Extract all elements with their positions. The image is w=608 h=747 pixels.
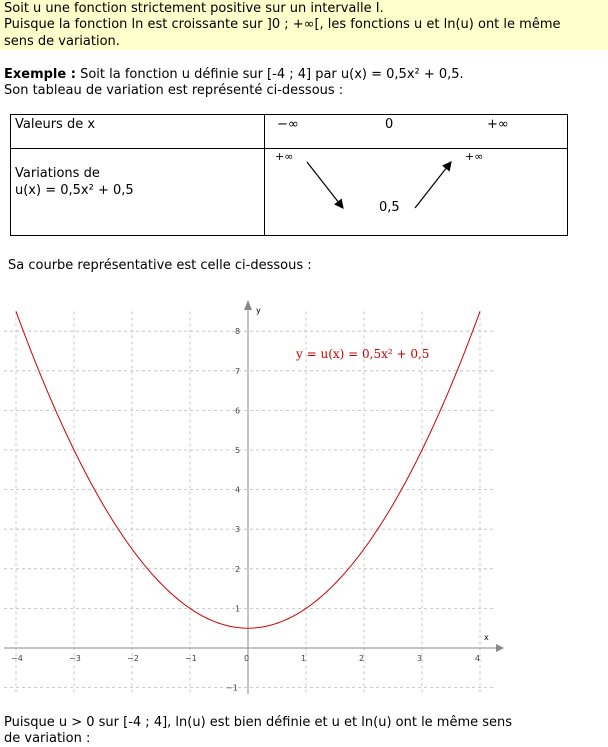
variation-label-1: Variations de xyxy=(15,166,100,181)
property-box xyxy=(0,0,608,50)
x-tick-label: −2 xyxy=(127,654,139,663)
x-tick-label: −4 xyxy=(11,654,23,663)
y-axis-arrow-icon xyxy=(244,300,252,310)
variation-min-value: 0,5 xyxy=(379,200,400,215)
box-line-2: Puisque la fonction ln est croissante sur ]0 ; +∞[, les fonctions u et ln(u) ont le même xyxy=(4,17,561,32)
x-tick-label: −1 xyxy=(185,654,197,663)
curve-caption: Sa courbe représentative est celle ci-dessous : xyxy=(8,258,312,273)
y-axis-label: y xyxy=(256,306,261,315)
example-line xyxy=(4,66,464,83)
tick-labels xyxy=(11,327,480,692)
variation-right-top: +∞ xyxy=(465,150,484,163)
function-graph xyxy=(0,292,608,702)
box-line-1: Soit u une fonction strictement positive sur un intervalle I. xyxy=(4,1,384,16)
y-tick-label: 2 xyxy=(235,564,241,574)
x-axis-label: x xyxy=(484,633,489,642)
x-tick-label: −3 xyxy=(69,654,81,663)
x-zero: 0 xyxy=(385,117,394,132)
table-variation-label-cell xyxy=(11,149,265,236)
example-text: Soit la fonction u définie sur [-4 ; 4] par u(x) = 0,5x² + 0,5. xyxy=(75,67,464,82)
table-variation-cell xyxy=(265,149,568,236)
table-x-values-cell xyxy=(265,115,568,149)
table-header-label: Valeurs de x xyxy=(15,117,96,132)
y-tick-label: 4 xyxy=(235,485,241,495)
x-axis-arrow-icon xyxy=(496,644,504,652)
y-tick-label: −1 xyxy=(226,683,238,693)
box-line-3: sens de variation. xyxy=(4,34,120,49)
x-tick-label: 2 xyxy=(359,654,365,663)
y-tick-label: 1 xyxy=(235,604,241,614)
grid xyxy=(4,311,496,695)
y-tick-label: 7 xyxy=(235,366,241,376)
table-header-label-cell xyxy=(11,115,265,149)
x-plus-infinity: +∞ xyxy=(487,117,509,132)
example-line-2: Son tableau de variation est représenté ci-dessous : xyxy=(4,83,344,98)
y-tick-label: 6 xyxy=(235,406,241,416)
footer-line-1: Puisque u > 0 sur [-4 ; 4], ln(u) est bien définie et u et ln(u) ont le même sens xyxy=(4,715,513,730)
increasing-arrow xyxy=(415,162,451,208)
curve-equation-label: y = u(x) = 0,5x² + 0,5 xyxy=(296,347,430,361)
example-label: Exemple : xyxy=(4,67,76,82)
variation-label-2: u(x) = 0,5x² + 0,5 xyxy=(15,183,134,198)
decreasing-arrow xyxy=(307,162,343,208)
y-tick-label: 8 xyxy=(235,327,241,337)
x-tick-label: 3 xyxy=(417,654,423,663)
variation-table xyxy=(10,114,568,236)
footer-line-2: de variation : xyxy=(4,731,91,746)
x-tick-label: 4 xyxy=(475,654,481,663)
x-tick-label: 1 xyxy=(301,654,307,663)
x-minus-infinity: −∞ xyxy=(277,117,299,132)
y-tick-label: 5 xyxy=(235,446,241,455)
y-tick-label: 3 xyxy=(235,525,241,535)
variation-left-top: +∞ xyxy=(275,150,294,163)
variation-arrows xyxy=(265,149,565,235)
x-tick-label: 0 xyxy=(244,654,250,663)
